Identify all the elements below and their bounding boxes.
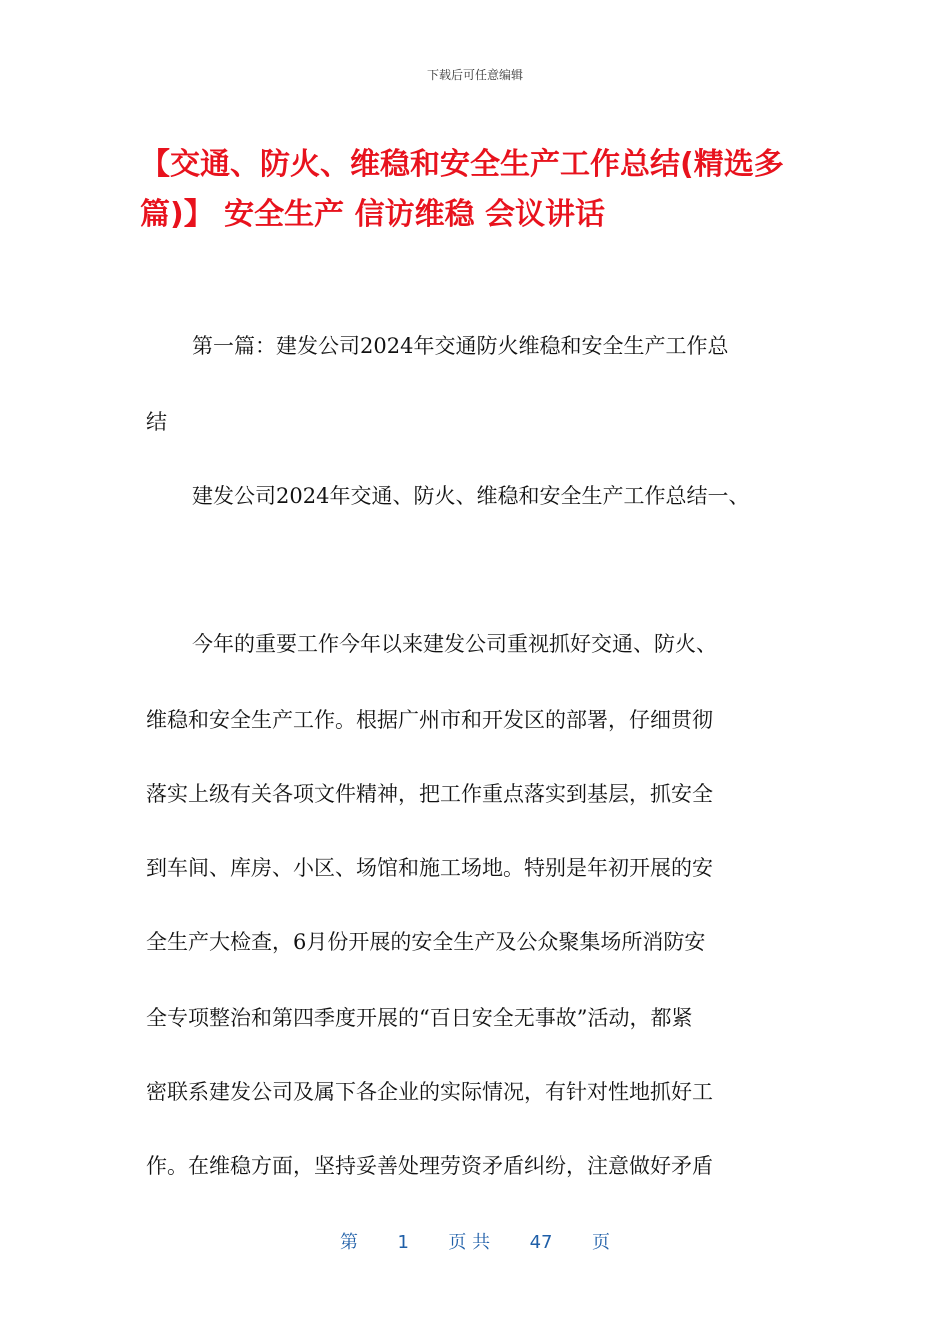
header-note: 下载后可任意编辑 <box>426 68 523 82</box>
body-line: 建发公司2024年交通、防火、维稳和安全生产工作总结一、 <box>192 484 750 508</box>
footer-middle: 页 共 <box>448 1232 491 1253</box>
footer-total-pages: 47 <box>529 1232 553 1253</box>
body-line: 到车间、库房、小区、场馆和施工场地。特别是年初开展的安 <box>146 856 713 880</box>
body-line: 密联系建发公司及属下各企业的实际情况，有针对性地抓好工 <box>146 1080 713 1104</box>
footer-prefix: 第 <box>340 1232 359 1253</box>
page-footer <box>0 1228 950 1254</box>
body-line: 第一篇：建发公司2024年交通防火维稳和安全生产工作总 <box>192 334 729 358</box>
body-line: 全生产大检查，6月份开展的安全生产及公众聚集场所消防安 <box>146 930 706 954</box>
document-title: 【交通、防火、维稳和安全生产工作总结(精选多篇)】 安全生产 信访维稳 会议讲话 <box>140 147 784 232</box>
body-line: 全专项整治和第四季度开展的“百日安全无事故”活动，都紧 <box>146 1006 693 1030</box>
footer-page-number: 1 <box>397 1232 409 1253</box>
footer-suffix: 页 <box>591 1232 610 1253</box>
body-line: 维稳和安全生产工作。根据广州市和开发区的部署，仔细贯彻 <box>146 708 713 732</box>
body-line: 结 <box>146 410 167 434</box>
body-line: 今年的重要工作今年以来建发公司重视抓好交通、防火、 <box>192 632 717 656</box>
body-line: 作。在维稳方面，坚持妥善处理劳资矛盾纠纷，注意做好矛盾 <box>146 1154 713 1178</box>
body-line: 落实上级有关各项文件精神，把工作重点落实到基层，抓安全 <box>146 782 713 806</box>
